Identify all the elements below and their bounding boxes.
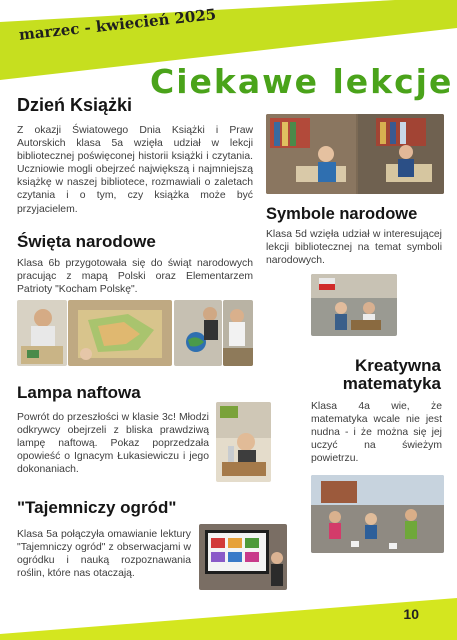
section-text-tajemniczy-ogrod: Klasa 5a połączyła omawianie lektury "Tajemniczy ogród" z obserwacjami w ogródku i nauką rozpoznawania roślin, które nas otaczają. [17,529,191,580]
section-heading-tajemniczy-ogrod: "Tajemniczy ogród" [17,498,177,517]
section-text-dzien-ksiazki: Z okazji Światowego Dnia Książki i Praw Autorskich klasa 5a wzięła udział w lekcji bibliotecznej poświęconej historii książki i czytania. Uczniowie mogli obejrzeć największą i najmniejszą książkę w naszej bibliotece, rozmawiali o zaletach czytania i o tym, czy książka może być przyjacielem. [17,125,253,215]
section-text-symbole-narodowe: Klasa 5d wzięła udział w interesującej lekcji bibliotecznej na temat symboli narodowych. [266,229,442,267]
photo-national-symbols [311,274,397,336]
photo-map-work-3 [174,300,222,366]
photo-library-lesson [266,114,444,194]
section-heading-lampa-naftowa: Lampa naftowa [17,383,141,402]
photo-map-work-4 [223,300,253,366]
section-heading-kreatywna-matematyka-2: matematyka [342,374,441,393]
photo-outdoor-math [311,475,444,553]
photo-interactive-whiteboard [199,524,287,590]
section-heading-swieta-narodowe: Święta narodowe [17,232,156,251]
section-text-swieta-narodowe: Klasa 6b przygotowała się do świąt narodowych pracując z mapą Polski oraz Elementarzem Patrioty "Kocham Polskę". [17,258,253,296]
issue-date: marzec - kwiecień 2025 [18,5,217,44]
section-heading-kreatywna-matematyka-1: Kreatywna [355,356,441,375]
page-number: 10 [403,606,419,622]
section-heading-symbole-narodowe: Symbole narodowe [266,205,418,223]
bottom-banner-shape [0,590,457,640]
section-heading-dzien-ksiazki: Dzień Książki [17,95,133,115]
photo-map-work-2 [68,300,172,366]
section-text-kreatywna-matematyka: Klasa 4a wie, że matematyka wcale nie jest nudna - i że można się jej uczyć na świeżym powietrzu. [311,401,442,465]
photo-map-work-1 [17,300,67,366]
section-text-lampa-naftowa: Powrót do przeszłości w klasie 3c! Młodzi odkrywcy obejrzeli z bliska prawdziwą lampę naftową. Pokaz poprzedzała opowieść o Ignacym Łukasiewiczu i jego dokonaniach. [17,412,209,476]
photo-oil-lamp [216,402,271,482]
page-title: Ciekawe lekcje [150,62,454,101]
